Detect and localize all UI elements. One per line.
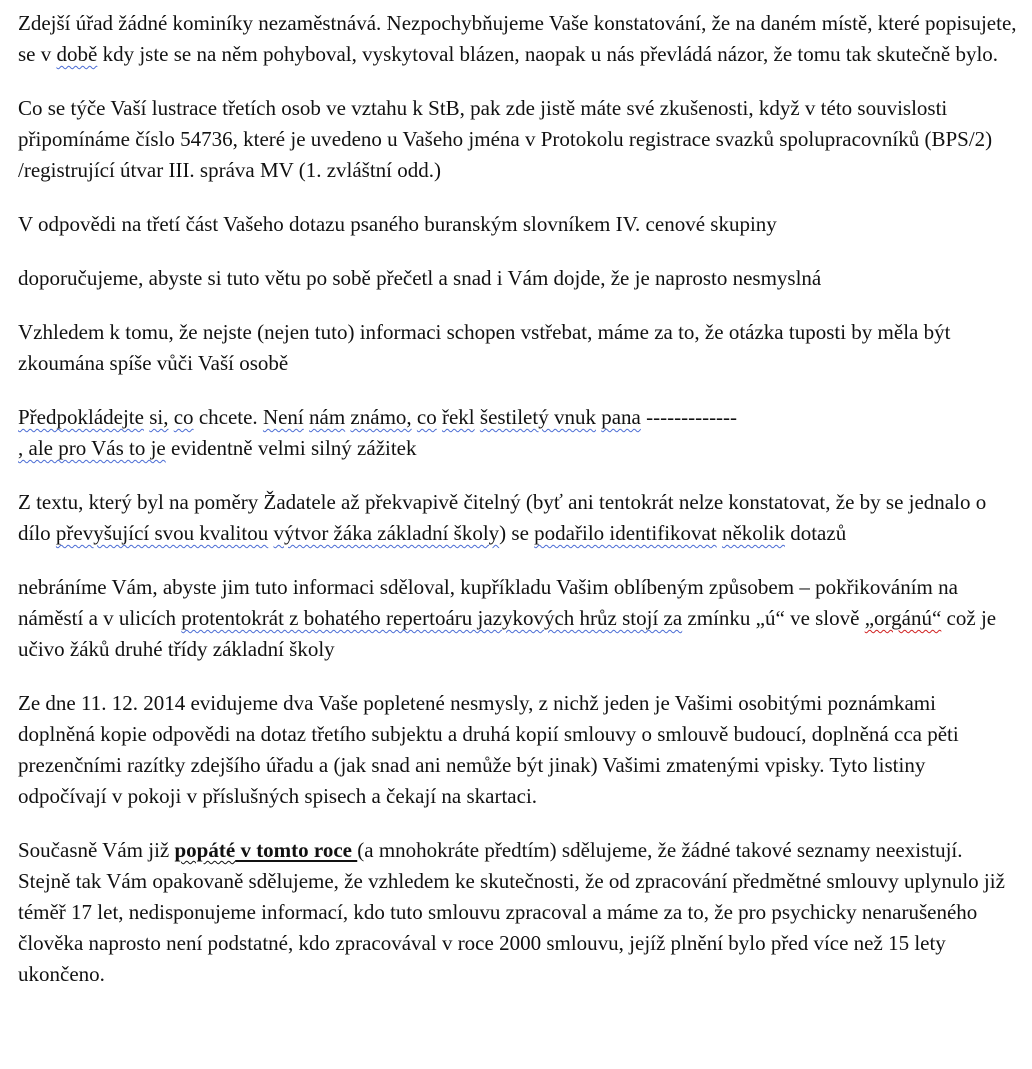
p1-text-a: Zdejší úřad žádné kominíky nezaměstnává. Nezpochybňujeme Vaše konstatování, že na daném místě, které popisujete, se v [18,11,1017,66]
paragraph-3: V odpovědi na třetí část Vašeho dotazu psaného buranským slovníkem IV. cenové skupiny [18,212,777,236]
p6-word-g: Není [262,405,304,429]
p6-word-i: nám [309,405,346,429]
p8-text-c: zmínku „ú“ ve slově [682,606,865,630]
p7-phrase-f: podařilo identifikovat [534,521,717,545]
p7-text-e: ) se [499,521,535,545]
paragraph-2: Co se týče Vaší lustrace třetích osob ve vztahu k StB, pak zde jistě máte své zkušenosti, když v této souvislosti připomínáme číslo 54736, které je uvedeno u Vašeho jména v Protokolu registrace svazků spolupracovníků (BPS/2) /registrující útvar III. správa MV (1. zvláštní odd.) [18,96,993,182]
p6-text-v: evidentně velmi silný zážitek [165,436,417,460]
p6-word-a: Předpokládejte [18,405,144,429]
p7-text-i: dotazů [784,521,847,545]
paragraph-5: Vzhledem k tomu, že nejste (nejen tuto) informaci schopen vstřebat, máme za to, že otázka tuposti by měla být zkoumána spíše vůči Vaší osobě [18,320,951,375]
paragraph-9: Ze dne 11. 12. 2014 evidujeme dva Vaše popletené nesmysly, z nichž jeden je Vašimi osobitými poznámkami doplněná kopie odpovědi na dotaz třetího subjektu a druhá kopií smlouvy o smlouvě budoucí, doplněná cca pěti prezenčními razítky zdejšího úřadu a (jak snad ani nemůže být jinak) Vašimi zmatenými vpisky. Tyto listiny odpočívají v pokoji v příslušných spisech a čekají na skartaci. [18,691,959,808]
paragraph-1 [18,8,1018,70]
p10-emph-c: v tomto roce [235,838,358,862]
p7-text-a: Z textu, který byl na poměry Žadatele až překvapivě čitelný (byť ani tentokrát nelze konstatovat, že by se jednalo o dílo [18,490,987,545]
p6-word-s: pana [601,405,641,429]
p8-text-e: což je učivo žáků druhé třídy základní školy [18,606,997,661]
paragraph-4: doporučujeme, abyste si tuto větu po sobě přečetl a snad i Vám dojde, že je naprosto nesmyslná [18,266,822,290]
p7-word-h: několik [721,521,785,545]
p10-text-d: (a mnohokráte předtím) sdělujeme, že žádné takové seznamy neexistují. Stejně tak Vám opakovaně sdělujeme, že vzhledem ke skutečnosti, že od zpracování předmětné smlouvy uplynulo již téměř 17 let, nedisponujeme informací, kdo tuto smlouvu zpracoval a máme za to, že pro psychicky nenarušeného člověka naprosto není podstatné, kdo zpracovával v roce 2000 smlouvu, jejíž plnění bylo před více než 15 lety ukončeno. [18,838,1005,986]
p6-text-f: chcete. [193,405,263,429]
p10-text-a: Současně Vám již [18,838,175,862]
document-body [18,8,1018,1013]
p8-spell-error: „orgánú“ [864,606,942,630]
p6-word-c: si, [149,405,169,429]
p7-phrase-b: převyšující svou kvalitou [55,521,269,545]
p1-text-c: kdy jste se na něm pohyboval, vyskytoval blázen, naopak u nás převládá názor, že tomu tak skutečně bylo. [97,42,999,66]
p10-emph-b: popáté [174,838,236,862]
p6-word-m: co [416,405,437,429]
p1-spell-flag: době [56,42,98,66]
p6-word-q: šestiletý vnuk [479,405,596,429]
p6-dashes: ------------- [640,405,738,429]
paragraph-10 [18,835,1018,990]
p6-word-e: co [173,405,194,429]
p8-text-a: nebráníme Vám, abyste jim tuto informaci sděloval, kupříkladu Vašim oblíbeným způsobem – pokřikováním na náměstí a v ulicích [18,575,958,630]
p8-phrase-b: protentokrát z bohatého repertoáru jazykových hrůz stojí za [181,606,683,630]
paragraph-8 [18,572,1018,665]
p6-word-o: řekl [441,405,475,429]
p6-phrase-u: , ale pro Vás to je [18,436,166,460]
paragraph-6 [18,402,1018,464]
paragraph-7 [18,487,1018,549]
p7-phrase-d: výtvor žáka základní školy [273,521,500,545]
p6-word-k: známo, [350,405,412,429]
